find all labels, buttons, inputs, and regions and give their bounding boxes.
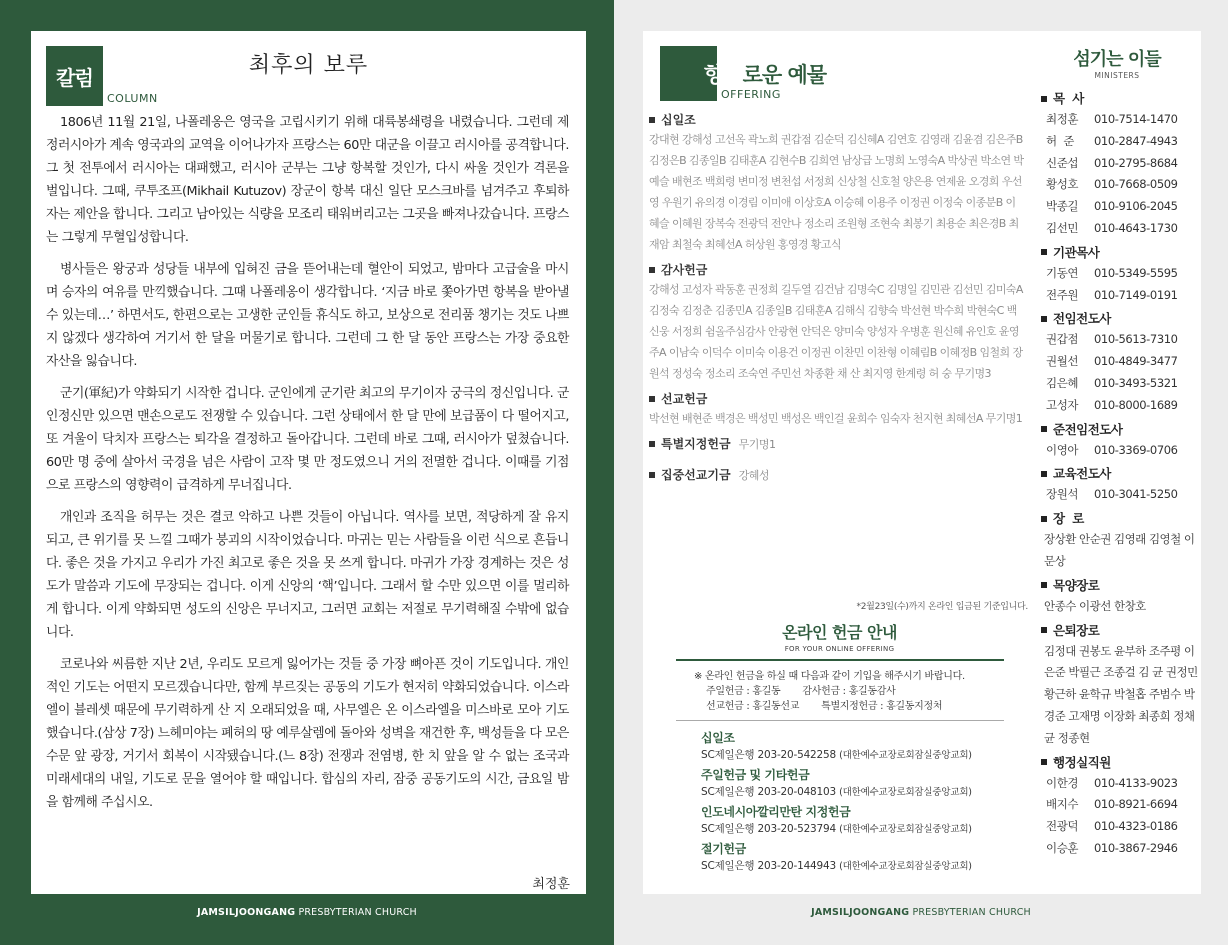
offering-section-names: 강해성 고성자 곽동훈 권정희 길두열 김건남 김명숙C 김명일 김민관 김선민 김미숙A 김정숙 김정춘 김종민A 김종일B 김태훈A 김해식 김향숙 박선현 박수희 박현숙C 백신웅 서정희 쉼올주심감사 안광현 안덕은 양미숙 양성자 우병훈 원신혜 유인호 윤영주A 이남숙 이덕수 이미숙 이용건 이정권 이찬민 이찬형 이혜림B 이혜정B 임철희 장원석 정성숙 정소리 조숙연 주민선 차종환 채 산 최지영 한계령 허 숭 무기명3: [649, 283, 1023, 380]
ministers-group-head: [1041, 576, 1199, 596]
square-bullet-icon: [1041, 316, 1047, 322]
account-item: [701, 840, 1036, 875]
offering-section-head: 집중선교기금: [661, 468, 731, 482]
account-name: 인도네시아깔리만탄 지정헌금: [701, 805, 851, 819]
square-bullet-icon: [1041, 516, 1047, 522]
offering-section-thanks: [649, 261, 1025, 384]
offering-section-tithe: [649, 111, 1025, 255]
minister-name: 이승훈: [1046, 840, 1079, 855]
minister-row: [1041, 395, 1199, 417]
minister-phone[interactable]: 010-8000-1689: [1094, 397, 1178, 412]
column-paragraph: 1806년 11월 21일, 나폴레옹은 영국을 고립시키기 위해 대륙봉쇄령을 내렸습니다. 그런데 제정러시아가 계속 영국과의 교역을 이어나가자 프랑스는 60만 대군을 이끌고 러시아를 공격합니다. 그 첫 전투에서 러시아는 대패했고, 러시아 군부는 그냥 항복할 것인가, 다시 싸울 것인가 격론을 벌입니다. 그때, 쿠투조프(Mikhail Kutuzov) 장군이 항복 대신 일단 모스크바를 넘겨주고 후퇴하자는 제안을 합니다. 그리고 남아있는 식량을 모조리 태워버리고는 그곳을 빠져나갔습니다. 프랑스는 그렇게 무혈입성합니다.: [46, 115, 569, 245]
offering-section-inline-names: 강혜성: [738, 469, 769, 482]
online-instructions: [694, 669, 1036, 714]
minister-phone[interactable]: 010-3041-5250: [1094, 487, 1178, 502]
minister-phone[interactable]: 010-7514-1470: [1094, 112, 1178, 126]
account-number[interactable]: SC제일은행 203-20-523794: [701, 823, 836, 835]
account-name: 절기헌금: [701, 842, 746, 856]
square-bullet-icon: [1041, 471, 1047, 477]
online-title: 온라인 헌금 안내: [782, 623, 897, 642]
minister-row: [1041, 440, 1199, 462]
ministers-card: [1033, 31, 1201, 894]
minister-name: 황성호: [1046, 177, 1079, 192]
account-item: [701, 803, 1036, 838]
minister-name: 배지수: [1046, 797, 1079, 812]
minister-name: 최정훈: [1046, 112, 1079, 126]
account-name: 십일조: [701, 731, 735, 745]
ministers-group-title: 목양장로: [1053, 577, 1100, 593]
ministers-group-title: 준전임전도사: [1053, 421, 1123, 437]
minister-row: [1041, 109, 1199, 131]
minister-row: [1041, 329, 1199, 351]
footer-right: [614, 907, 1228, 918]
footer-left: [0, 907, 614, 918]
minister-row: [1041, 816, 1199, 838]
minister-phone[interactable]: 010-8921-6694: [1094, 797, 1178, 812]
minister-phone[interactable]: 010-4133-9023: [1094, 775, 1178, 790]
minister-phone[interactable]: 010-3493-5321: [1094, 375, 1178, 390]
online-example-row: [694, 684, 1036, 699]
minister-name: 박종길: [1046, 199, 1079, 214]
minister-row: [1041, 153, 1199, 175]
minister-phone[interactable]: 010-5613-7310: [1094, 332, 1178, 347]
minister-phone[interactable]: 010-4323-0186: [1094, 819, 1178, 834]
ministers-subtitle: MINISTERS: [1094, 71, 1140, 80]
minister-row: [1041, 794, 1199, 816]
online-note: *2월23일(수)까지 온라인 입금된 기준입니다.: [856, 602, 1028, 612]
account-number[interactable]: SC제일은행 203-20-048103: [701, 786, 836, 798]
offering-section-mission: [649, 390, 1025, 429]
ministers-group-names: 안종수 이광선 한창호: [1044, 598, 1146, 613]
offering-section-names: 박선현 배현준 백경은 백성민 백성은 백인걸 윤희수 임숙자 천지현 최혜선A 무기명1: [649, 412, 1023, 425]
online-accounts: [701, 729, 1036, 875]
square-bullet-icon: [1041, 759, 1047, 765]
square-bullet-icon: [1041, 582, 1047, 588]
square-bullet-icon: [649, 117, 655, 123]
ministers-group-title: 은퇴장로: [1053, 622, 1100, 638]
ministers-group-head: [1041, 309, 1199, 329]
column-paragraph: 군기(軍紀)가 약화되기 시작한 겁니다. 군인에게 군기란 최고의 무기이자 궁극의 정신입니다. 군인정신만 있으면 맨손으로도 전쟁할 수 있습니다. 그런 상태에서 한 달 만에 보급품이 다 떨어지고, 또 겨울이 닥치자 프랑스는 퇴각을 결정하고 돌아갑니다. 그런데 바로 그때, 러시아가 덮쳤습니다. 60만 명 중에 살아서 국경을 넘은 사람이 고작 몇 만 정도였으니 거의 전멸한 겁니다. 이때를 기점으로 프랑스의 영향력이 급격하게 무너집니다.: [46, 386, 569, 493]
minister-row: [1041, 174, 1199, 196]
minister-phone[interactable]: 010-4849-3477: [1094, 354, 1178, 369]
minister-name: 장원석: [1046, 487, 1079, 502]
account-holder: (대한예수교장로회잠실중앙교회): [839, 787, 972, 798]
minister-name: 권갑점: [1046, 332, 1079, 347]
minister-name: 신준섭: [1046, 155, 1079, 170]
column-paragraph: 개인과 조직을 허무는 것은 결코 악하고 나쁜 것들이 아닙니다. 역사를 보면, 적당하게 잘 유지되고, 큰 위기를 못 느낄 그때가 붕괴의 시작이었습니다. 마귀는 믿는 사람들을 이런 식으로 흔듭니다. 좋은 것을 가지고 우리가 가진 최고로 좋은 것을 못 쓰게 합니다. 마귀가 가장 경계하는 것은 성도가 말씀과 기도에 무장되는 겁니다. 이게 신앙의 ‘핵’입니다. 그래서 할 수만 있으면 이를 멀리하게 합니다. 이게 약화되면 성도의 신앙은 무너지고, 그러면 교회는 저절로 무기력해질 수밖에 없습니다.: [46, 510, 569, 640]
minister-name: 전광덕: [1046, 819, 1079, 834]
online-example-row: [694, 699, 1036, 714]
minister-name: 고성자: [1046, 397, 1079, 412]
minister-phone[interactable]: 010-5349-5595: [1094, 265, 1178, 280]
column-author: 최정훈: [532, 877, 570, 892]
minister-row: [1041, 351, 1199, 373]
square-bullet-icon: [1041, 627, 1047, 633]
minister-name: 전주원: [1046, 287, 1079, 302]
ministers-group-head: [1041, 753, 1199, 773]
account-holder: (대한예수교장로회잠실중앙교회): [839, 750, 972, 761]
offering-section-head: 감사헌금: [661, 263, 708, 277]
account-holder: (대한예수교장로회잠실중앙교회): [839, 861, 972, 872]
ministers-group-title: 장 로: [1053, 511, 1084, 527]
offering-title: [704, 59, 826, 89]
online-divider: [676, 659, 1004, 661]
ministers-title: 섬기는 이들: [1073, 49, 1161, 70]
offering-section-head: 선교헌금: [661, 392, 708, 406]
ministers-group-names: 장상환 안순권 김영래 김영철 이문상: [1044, 532, 1195, 568]
account-item: [701, 729, 1036, 764]
minister-row: [1041, 838, 1199, 860]
minister-row: [1041, 196, 1199, 218]
offering-section-focus-mission: [649, 466, 1025, 485]
minister-phone[interactable]: 010-3369-0706: [1094, 442, 1178, 457]
account-number[interactable]: SC제일은행 203-20-144943: [701, 860, 836, 872]
footer-church-bold: JAMSILJOONGANG: [811, 907, 910, 918]
minister-name: 기동연: [1046, 265, 1079, 280]
column-title: 최후의 보루: [248, 53, 369, 78]
column-badge: 칼럼: [46, 46, 103, 106]
minister-phone[interactable]: 010-2847-4943: [1094, 133, 1178, 148]
offering-section-inline-names: 무기명1: [738, 438, 776, 451]
minister-name: 김은혜: [1046, 375, 1079, 390]
minister-row: [1041, 263, 1199, 285]
column-paragraph: 코로나와 씨름한 지난 2년, 우리도 모르게 잃어가는 것들 중 가장 뼈아픈 것이 기도입니다. 개인적인 기도는 어떤지 모르겠습니다만, 함께 부르짖는 공동의 기도가 현저히 약화되었습니다. 이스라엘이 블레셋 때문에 무기력하게 산 지 오래되었을 때, 사무엘은 온 이스라엘을 미스바로 모아 기도했습니다.(삼상 7장) 느헤미야는 폐허의 땅 예루살렘에 돌아와 성벽을 재건한 후, 백성들을 다 모은 수문 앞 광장, 거기서 회복이 시작됐습니다.(느 8장) 전쟁과 전염병, 한 치 앞을 알 수 없는 조국과 미래세대의 내일, 기도로 문을 열어야 할 때입니다. 합심의 자리, 잠중 공동기도의 시간, 금요일 밤을 함께해 주십시오.: [46, 657, 569, 810]
offering-section-head: 특별지정헌금: [661, 437, 731, 451]
square-bullet-icon: [649, 267, 655, 273]
minister-phone[interactable]: 010-9106-2045: [1094, 199, 1178, 214]
minister-phone[interactable]: 010-7149-0191: [1094, 287, 1178, 302]
online-subtitle: FOR YOUR ONLINE OFFERING: [784, 645, 895, 653]
footer-church-bold: JAMSILJOONGANG: [197, 907, 296, 918]
online-example: 감사헌금 : 홍길동감사: [802, 686, 896, 697]
ministers-group-title: 기관목사: [1053, 244, 1100, 260]
footer-church-rest: PRESBYTERIAN CHURCH: [295, 907, 417, 918]
minister-name: 권월선: [1046, 354, 1079, 369]
minister-row: [1041, 131, 1199, 153]
ministers-group-head: [1041, 621, 1199, 641]
offering-sections: [649, 111, 1025, 491]
column-card: [31, 31, 586, 894]
square-bullet-icon: [1041, 249, 1047, 255]
ministers-group-title: 전임전도사: [1053, 311, 1111, 327]
minister-row: [1041, 285, 1199, 307]
minister-phone[interactable]: 010-2795-8684: [1094, 155, 1178, 170]
square-bullet-icon: [649, 472, 655, 478]
online-offering-guide: [643, 599, 1036, 877]
square-bullet-icon: [1041, 96, 1047, 102]
square-bullet-icon: [649, 441, 655, 447]
online-example: 주일헌금 : 홍길동: [706, 686, 781, 697]
minister-row: [1041, 218, 1199, 240]
ministers-group-head: [1041, 243, 1199, 263]
offering-section-special: [649, 435, 1025, 454]
minister-name: 김선민: [1046, 220, 1079, 235]
account-item: [701, 766, 1036, 801]
offering-card: [643, 31, 1036, 894]
ministers-group-names: 김정대 권봉도 윤부하 조주평 이은준 박필근 조종걸 김 균 권정민 황근하 윤학규 박철홉 주범수 박경준 고재명 이장화 최종희 정채균 정종현: [1044, 643, 1198, 745]
online-intro-text: ※ 온라인 헌금을 하실 때 다음과 같이 기입을 해주시기 바랍니다.: [694, 671, 965, 682]
online-divider-thin: [676, 720, 1004, 721]
ministers-group-title: 행정실직원: [1053, 754, 1111, 770]
column-body: [46, 111, 569, 823]
ministers-group-head: [1041, 420, 1199, 440]
ministers-group-head: [1041, 89, 1199, 109]
offering-section-head: 십일조: [661, 113, 696, 127]
offering-title-part-b: 로운 예물: [742, 63, 827, 87]
minister-name: 이한경: [1046, 775, 1079, 790]
online-example: 선교헌금 : 홍길동선교: [706, 701, 800, 712]
ministers-group-title: 교육전도사: [1053, 466, 1111, 482]
minister-row: [1041, 373, 1199, 395]
minister-row: [1041, 484, 1199, 506]
minister-phone[interactable]: 010-3867-2946: [1094, 840, 1178, 855]
minister-row: [1041, 773, 1199, 795]
right-page: [614, 0, 1228, 945]
ministers-group-head: [1041, 464, 1199, 484]
square-bullet-icon: [1041, 426, 1047, 432]
ministers-group-title: 목 사: [1053, 91, 1084, 106]
minister-name: 이영아: [1046, 442, 1079, 457]
account-name: 주일헌금 및 기타헌금: [701, 768, 810, 782]
ministers-list: [1041, 86, 1199, 860]
ministers-group-head: [1041, 509, 1199, 529]
offering-section-names: 강대현 강해성 고선옥 곽노희 권갑점 김순덕 김신혜A 김연호 김영래 김윤겸 김은주B 김정은B 김종일B 김태훈A 김현수B 김희연 남상급 노명희 노영숙A 박상권 박소연 박예슬 배현조 백희령 변미정 변천섭 서정희 신상철 신호철 양은용 연제윤 오경희 우선영 우원기 유의경 이경림 이미애 이상호A 이승혜 이용주 이정권 이정숙 이종분B 이혜슬 이혜원 장복숙 전광덕 전안나 정소리 조원형 조현숙 최봉기 최용순 최은경B 최재암 최철숙 최혜선A 허상원 홍영경 황고식: [649, 133, 1024, 251]
account-holder: (대한예수교장로회잠실중앙교회): [839, 824, 972, 835]
column-badge-subtitle: COLUMN: [107, 92, 158, 105]
minister-phone[interactable]: 010-4643-1730: [1094, 220, 1178, 235]
minister-name: 허 준: [1046, 133, 1074, 148]
offering-title-part-a: 향기: [704, 63, 743, 87]
online-example: 특별지정헌금 : 홍길동지정처: [821, 701, 943, 712]
footer-church-rest: PRESBYTERIAN CHURCH: [909, 907, 1031, 918]
account-number[interactable]: SC제일은행 203-20-542258: [701, 749, 836, 761]
offering-subtitle: OFFERING: [721, 88, 781, 101]
minister-phone[interactable]: 010-7668-0509: [1094, 177, 1178, 192]
square-bullet-icon: [649, 396, 655, 402]
column-paragraph: 병사들은 왕궁과 성당들 내부에 입혀진 금을 뜯어내는데 혈안이 되었고, 밤마다 고급술을 마시며 승자의 여유를 만끽했습니다. 그때 나폴레옹이 생각합니다. ‘지금 바로 쫓아가면 항복을 받아낼 수 있는데…’ 하면서도, 한편으로는 고생한 군인들 휴식도 하고, 보상으로 전리품 챙기는 것도 나쁘지 않겠다 생각하여 거기서 한 달을 머물기로 합니다. 그런데 그 한 달 동안 프랑스는 가장 중요한 자산을 잃습니다.: [46, 262, 569, 369]
